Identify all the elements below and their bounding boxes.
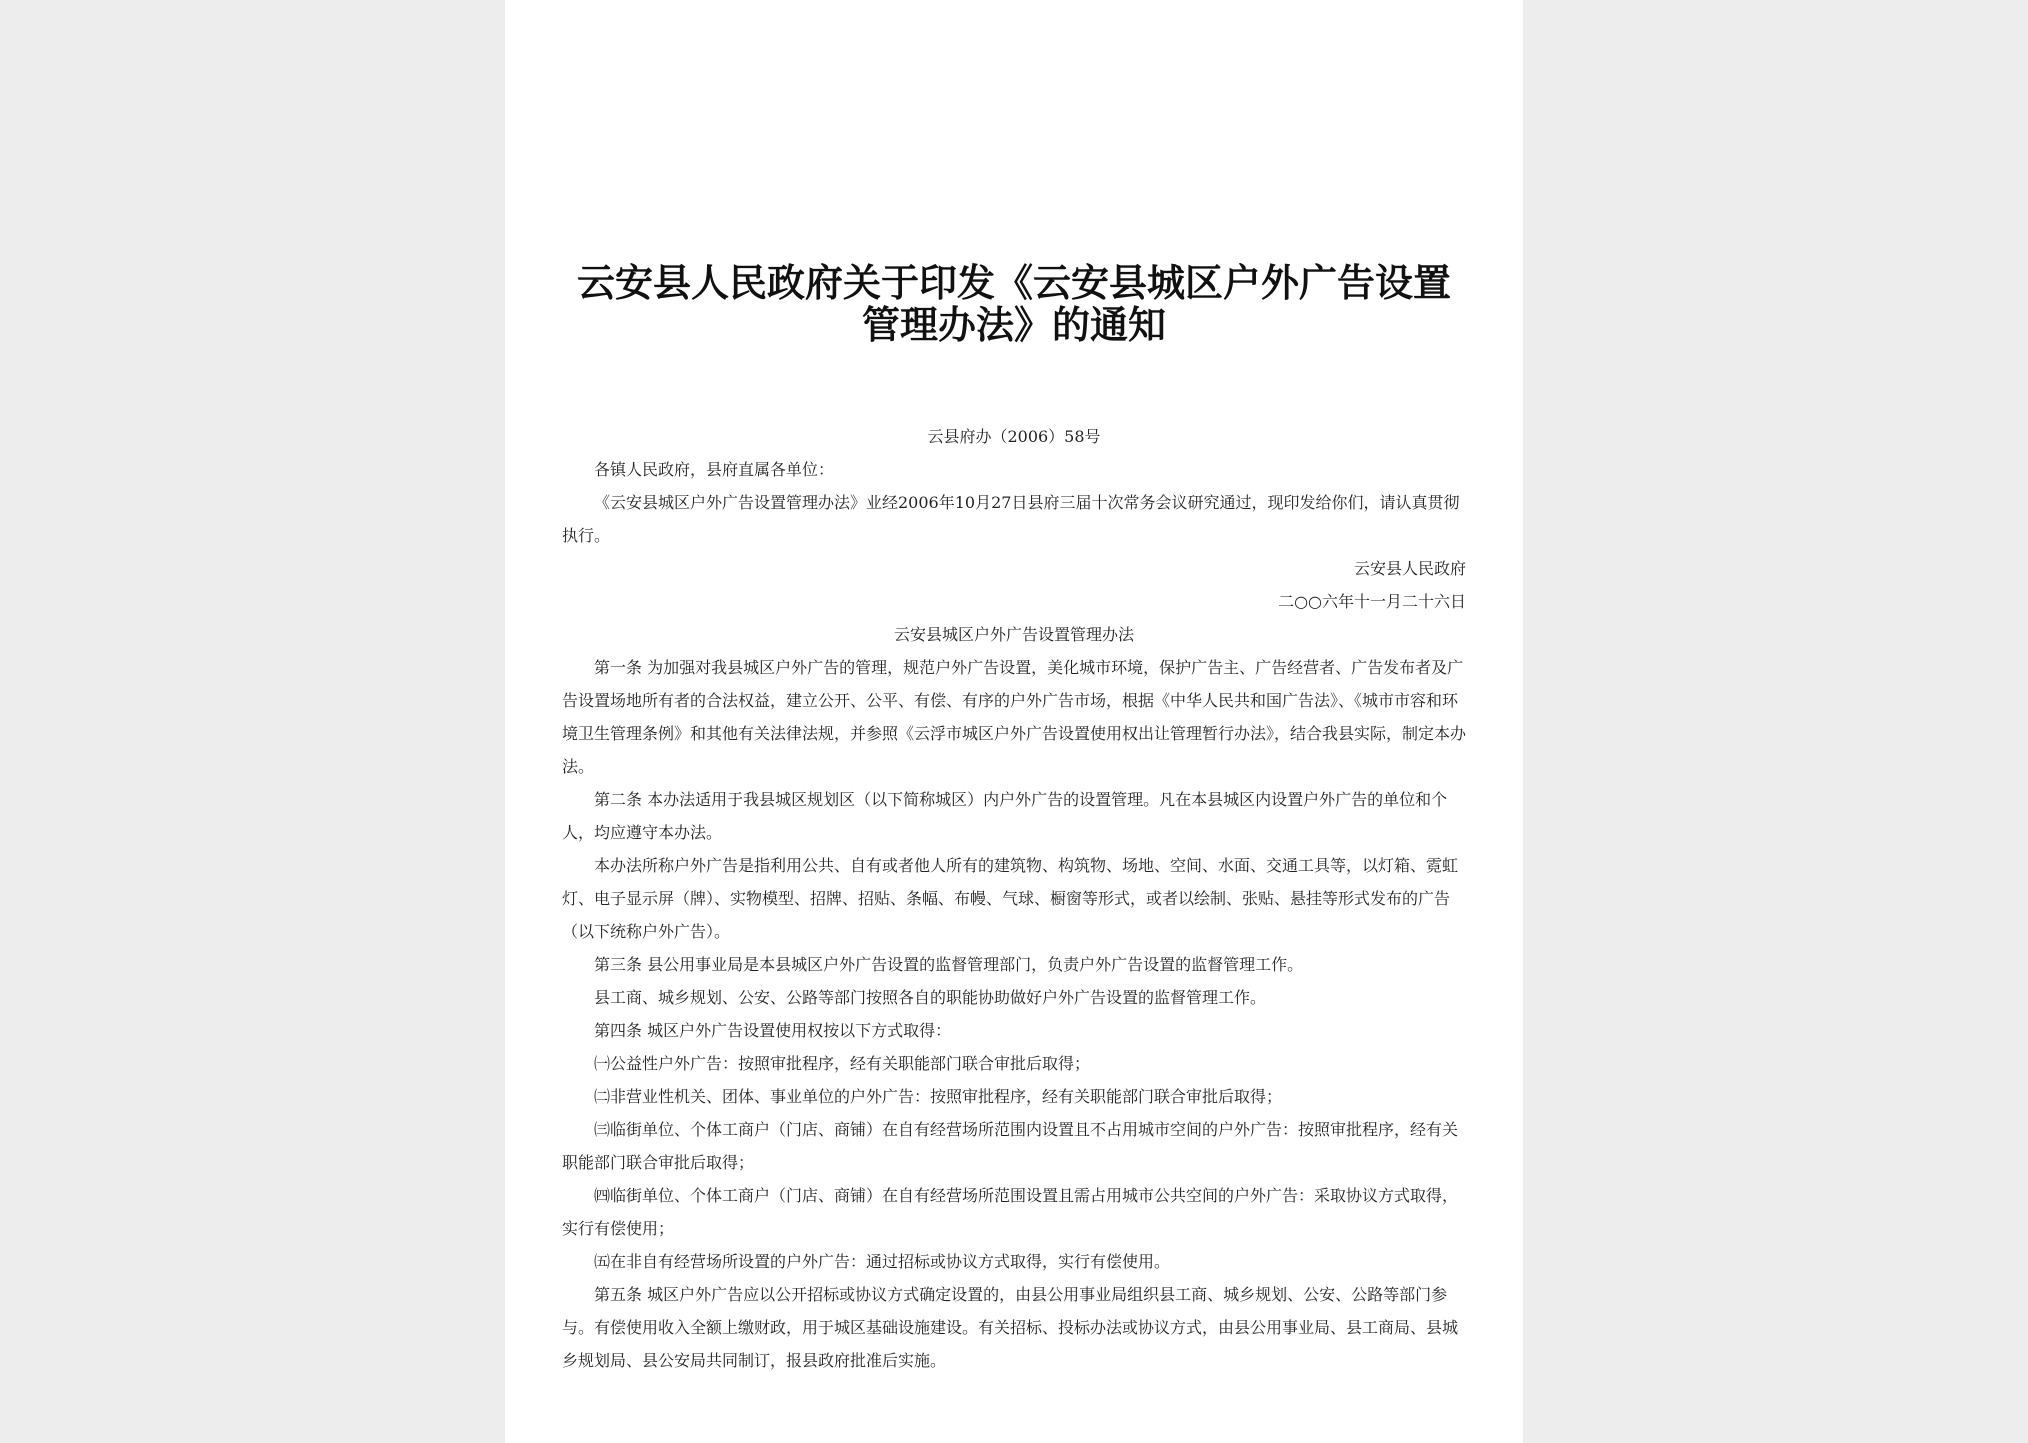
article-4-item-1: ㈠公益性户外广告：按照审批程序，经有关职能部门联合审批后取得； <box>594 1054 1091 1073</box>
article-5: 第五条 城区户外广告应以公开招标或协议方式确定设置的，由县公用事业局组织县工商、城乡规划、公安、公路等部门参与。有偿使用收入全额上缴财政，用于城区基础设施建设。有关招标、投标办法或协议方式，由县公用事业局、县工商局、县城乡规划局、县公安局共同制订，报县政府批准后实施。 <box>562 1285 1459 1370</box>
article-1: 第一条 为加强对我县城区户外广告的管理，规范户外广告设置，美化城市环境，保护广告主、广告经营者、广告发布者及广告设置场地所有者的合法权益，建立公开、公平、有偿、有序的户外广告市场，根据《中华人民共和国广告法》、《城市市容和环境卫生管理条例》和其他有关法律法规，并参照《云浮市城区户外广告设置使用权出让管理暂行办法》，结合我县实际，制定本办法。 <box>562 658 1467 776</box>
article-3: 第三条 县公用事业局是本县城区户外广告设置的监督管理部门，负责户外广告设置的监督管理工作。 <box>594 955 1304 974</box>
document-body <box>562 420 1466 1377</box>
document-title-line-2: 管理办法》的通知 <box>861 302 1166 347</box>
attachment-title: 云安县城区户外广告设置管理办法 <box>893 625 1134 644</box>
issuer: 云安县人民政府 <box>1353 559 1466 578</box>
article-2-definition: 本办法所称户外广告是指利用公共、自有或者他人所有的建筑物、构筑物、场地、空间、水面、交通工具等，以灯箱、霓虹灯、电子显示屏（牌）、实物模型、招牌、招贴、条幅、布幔、气球、橱窗等形式，或者以绘制、张贴、悬挂等形式发布的广告（以下统称户外广告）。 <box>562 856 1459 941</box>
article-4-item-2: ㈡非营业性机关、团体、事业单位的户外广告：按照审批程序，经有关职能部门联合审批后取得； <box>594 1087 1283 1106</box>
document-page <box>505 0 1523 1443</box>
article-4-item-3: ㈢临街单位、个体工商户（门店、商铺）在自有经营场所范围内设置且不占用城市空间的户外广告：按照审批程序，经有关职能部门联合审批后取得； <box>562 1120 1459 1172</box>
salutation: 各镇人民政府，县府直属各单位： <box>594 460 835 479</box>
article-2: 第二条 本办法适用于我县城区规划区（以下简称城区）内户外广告的设置管理。凡在本县城区内设置户外广告的单位和个人，均应遵守本办法。 <box>562 790 1448 842</box>
document-number: 云县府办（2006）58号 <box>927 427 1101 446</box>
article-3-cooperation: 县工商、城乡规划、公安、公路等部门按照各自的职能协助做好户外广告设置的监督管理工作。 <box>594 988 1267 1007</box>
document-title-line-1: 云安县人民政府关于印发《云安县城区户外广告设置 <box>576 260 1451 305</box>
article-4-item-5: ㈤在非自有经营场所设置的户外广告：通过招标或协议方式取得，实行有偿使用。 <box>594 1252 1171 1271</box>
intro-paragraph: 《云安县城区户外广告设置管理办法》业经2006年10月27日县府三届十次常务会议研究通过，现印发给你们，请认真贯彻执行。 <box>562 493 1460 545</box>
article-4: 第四条 城区户外广告设置使用权按以下方式取得： <box>594 1021 952 1040</box>
document-title <box>505 262 1523 346</box>
issue-date: 二○○六年十一月二十六日 <box>1278 592 1466 611</box>
article-4-item-4: ㈣临街单位、个体工商户（门店、商铺）在自有经营场所范围设置且需占用城市公共空间的户外广告：采取协议方式取得，实行有偿使用； <box>562 1186 1459 1238</box>
